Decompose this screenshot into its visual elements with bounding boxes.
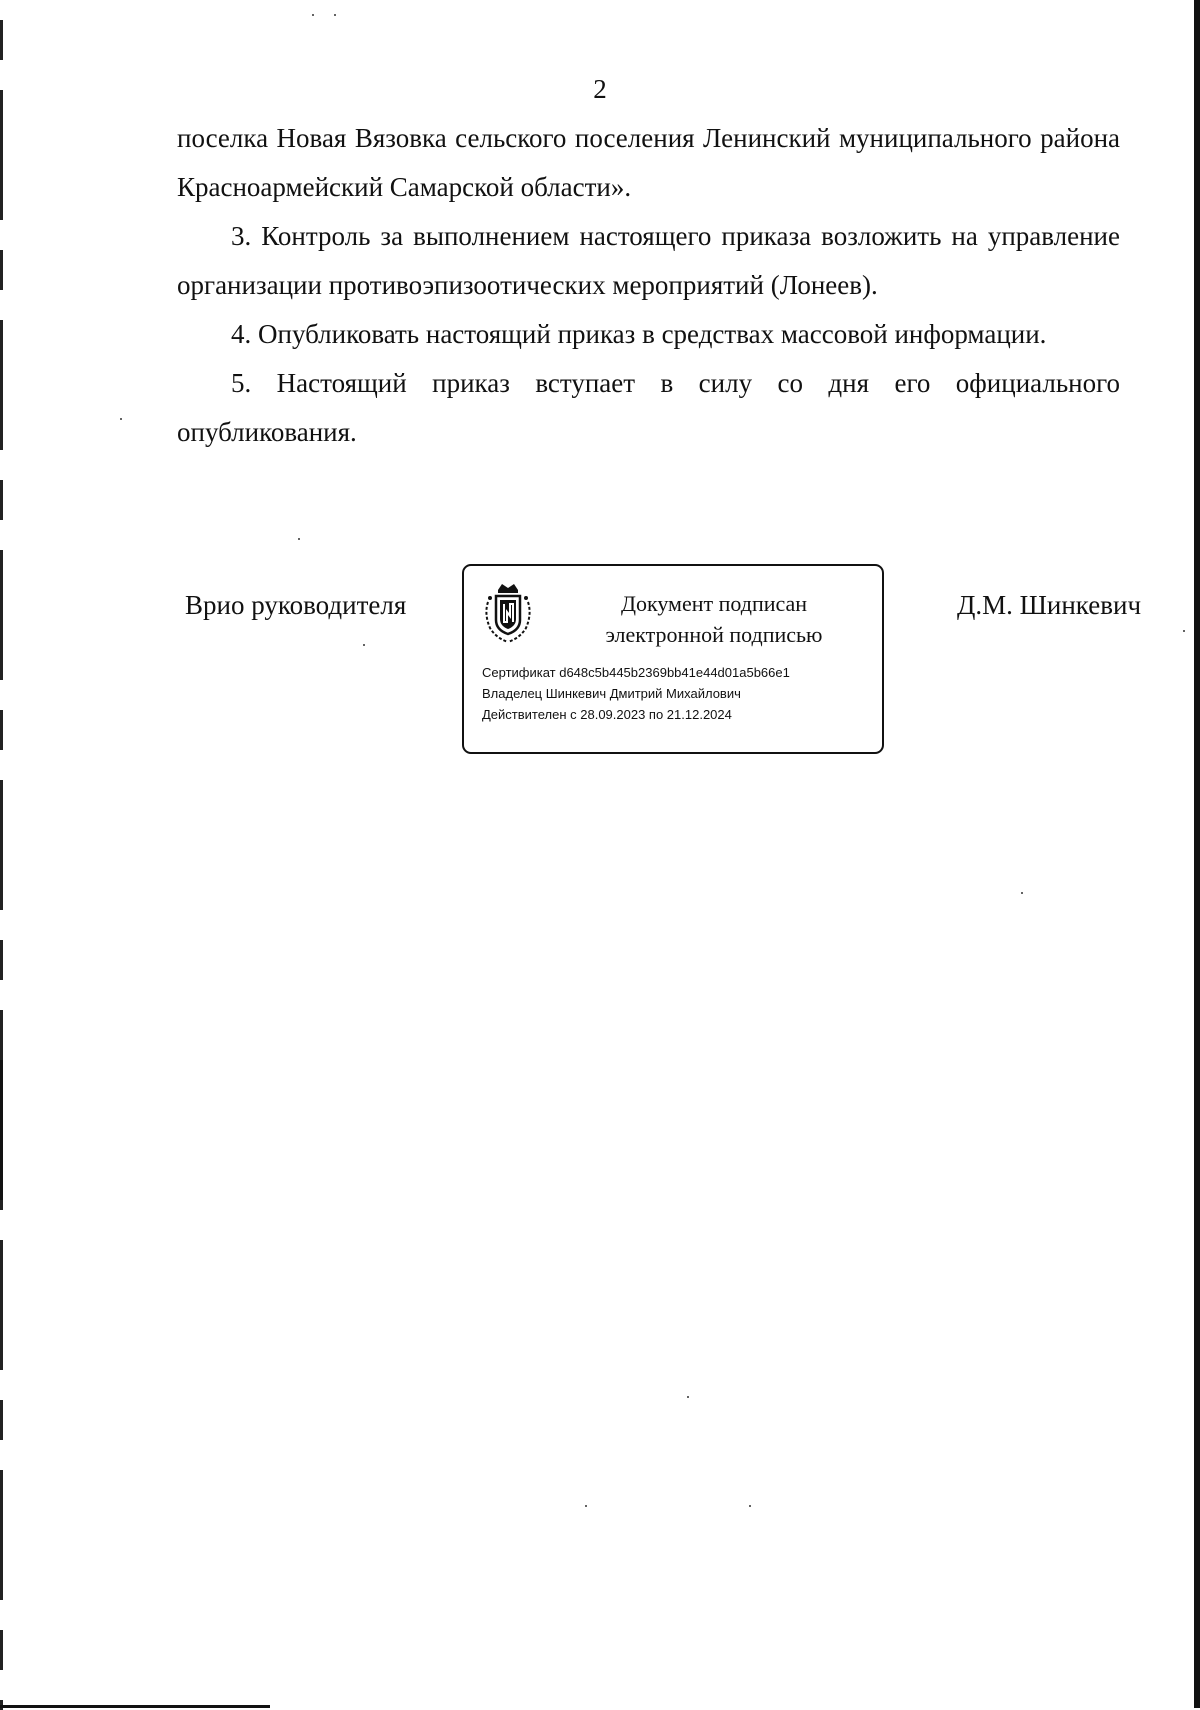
stamp-title xyxy=(574,588,854,650)
scan-speck xyxy=(334,14,336,16)
electronic-signature-stamp xyxy=(462,564,884,754)
certificate-owner: Владелец Шинкевич Дмитрий Михайлович xyxy=(482,686,741,701)
stamp-title-line-1: Документ подписан xyxy=(620,591,808,616)
stamp-title-line-2: электронной подписью xyxy=(605,622,823,647)
paragraph-item-3: 3. Контроль за выполнением настоящего приказа возложить на управление организации противоэпизоотических мероприятий (Лонеев). xyxy=(177,221,1120,300)
paragraph-item-4: 4. Опубликовать настоящий приказ в средствах массовой информации. xyxy=(231,319,1047,349)
paragraph-item-5: 5. Настоящий приказ вступает в силу со дня его официального опубликования. xyxy=(177,368,1120,447)
scan-speck xyxy=(298,538,300,540)
scan-speck xyxy=(120,418,122,420)
scan-edge-left xyxy=(0,20,3,1710)
scan-edge-left-mark xyxy=(0,1060,3,1200)
document-body xyxy=(177,114,1120,457)
certificate-validity: Действителен с 28.09.2023 по 21.12.2024 xyxy=(482,707,732,722)
scan-speck xyxy=(749,1505,751,1507)
signatory-position: Врио руководителя xyxy=(185,590,407,620)
scan-speck xyxy=(312,14,314,16)
certificate-number: Сертификат d648c5b445b2369bb41e44d01a5b66e1 xyxy=(482,665,790,680)
scan-edge-right xyxy=(1194,0,1200,1708)
paragraph-continuation: поселка Новая Вязовка сельского поселения Ленинский муниципального района Красноармейский Самарской области». xyxy=(177,123,1120,202)
page-number: 2 xyxy=(593,74,607,104)
certificate-details xyxy=(482,662,790,725)
scan-speck xyxy=(687,1396,689,1398)
scan-speck xyxy=(363,644,365,646)
scan-speck xyxy=(1183,630,1185,632)
samara-coat-of-arms-icon xyxy=(482,582,534,646)
scan-speck xyxy=(585,1505,587,1507)
signatory-name: Д.М. Шинкевич xyxy=(957,590,1142,620)
scan-speck xyxy=(1021,892,1023,894)
